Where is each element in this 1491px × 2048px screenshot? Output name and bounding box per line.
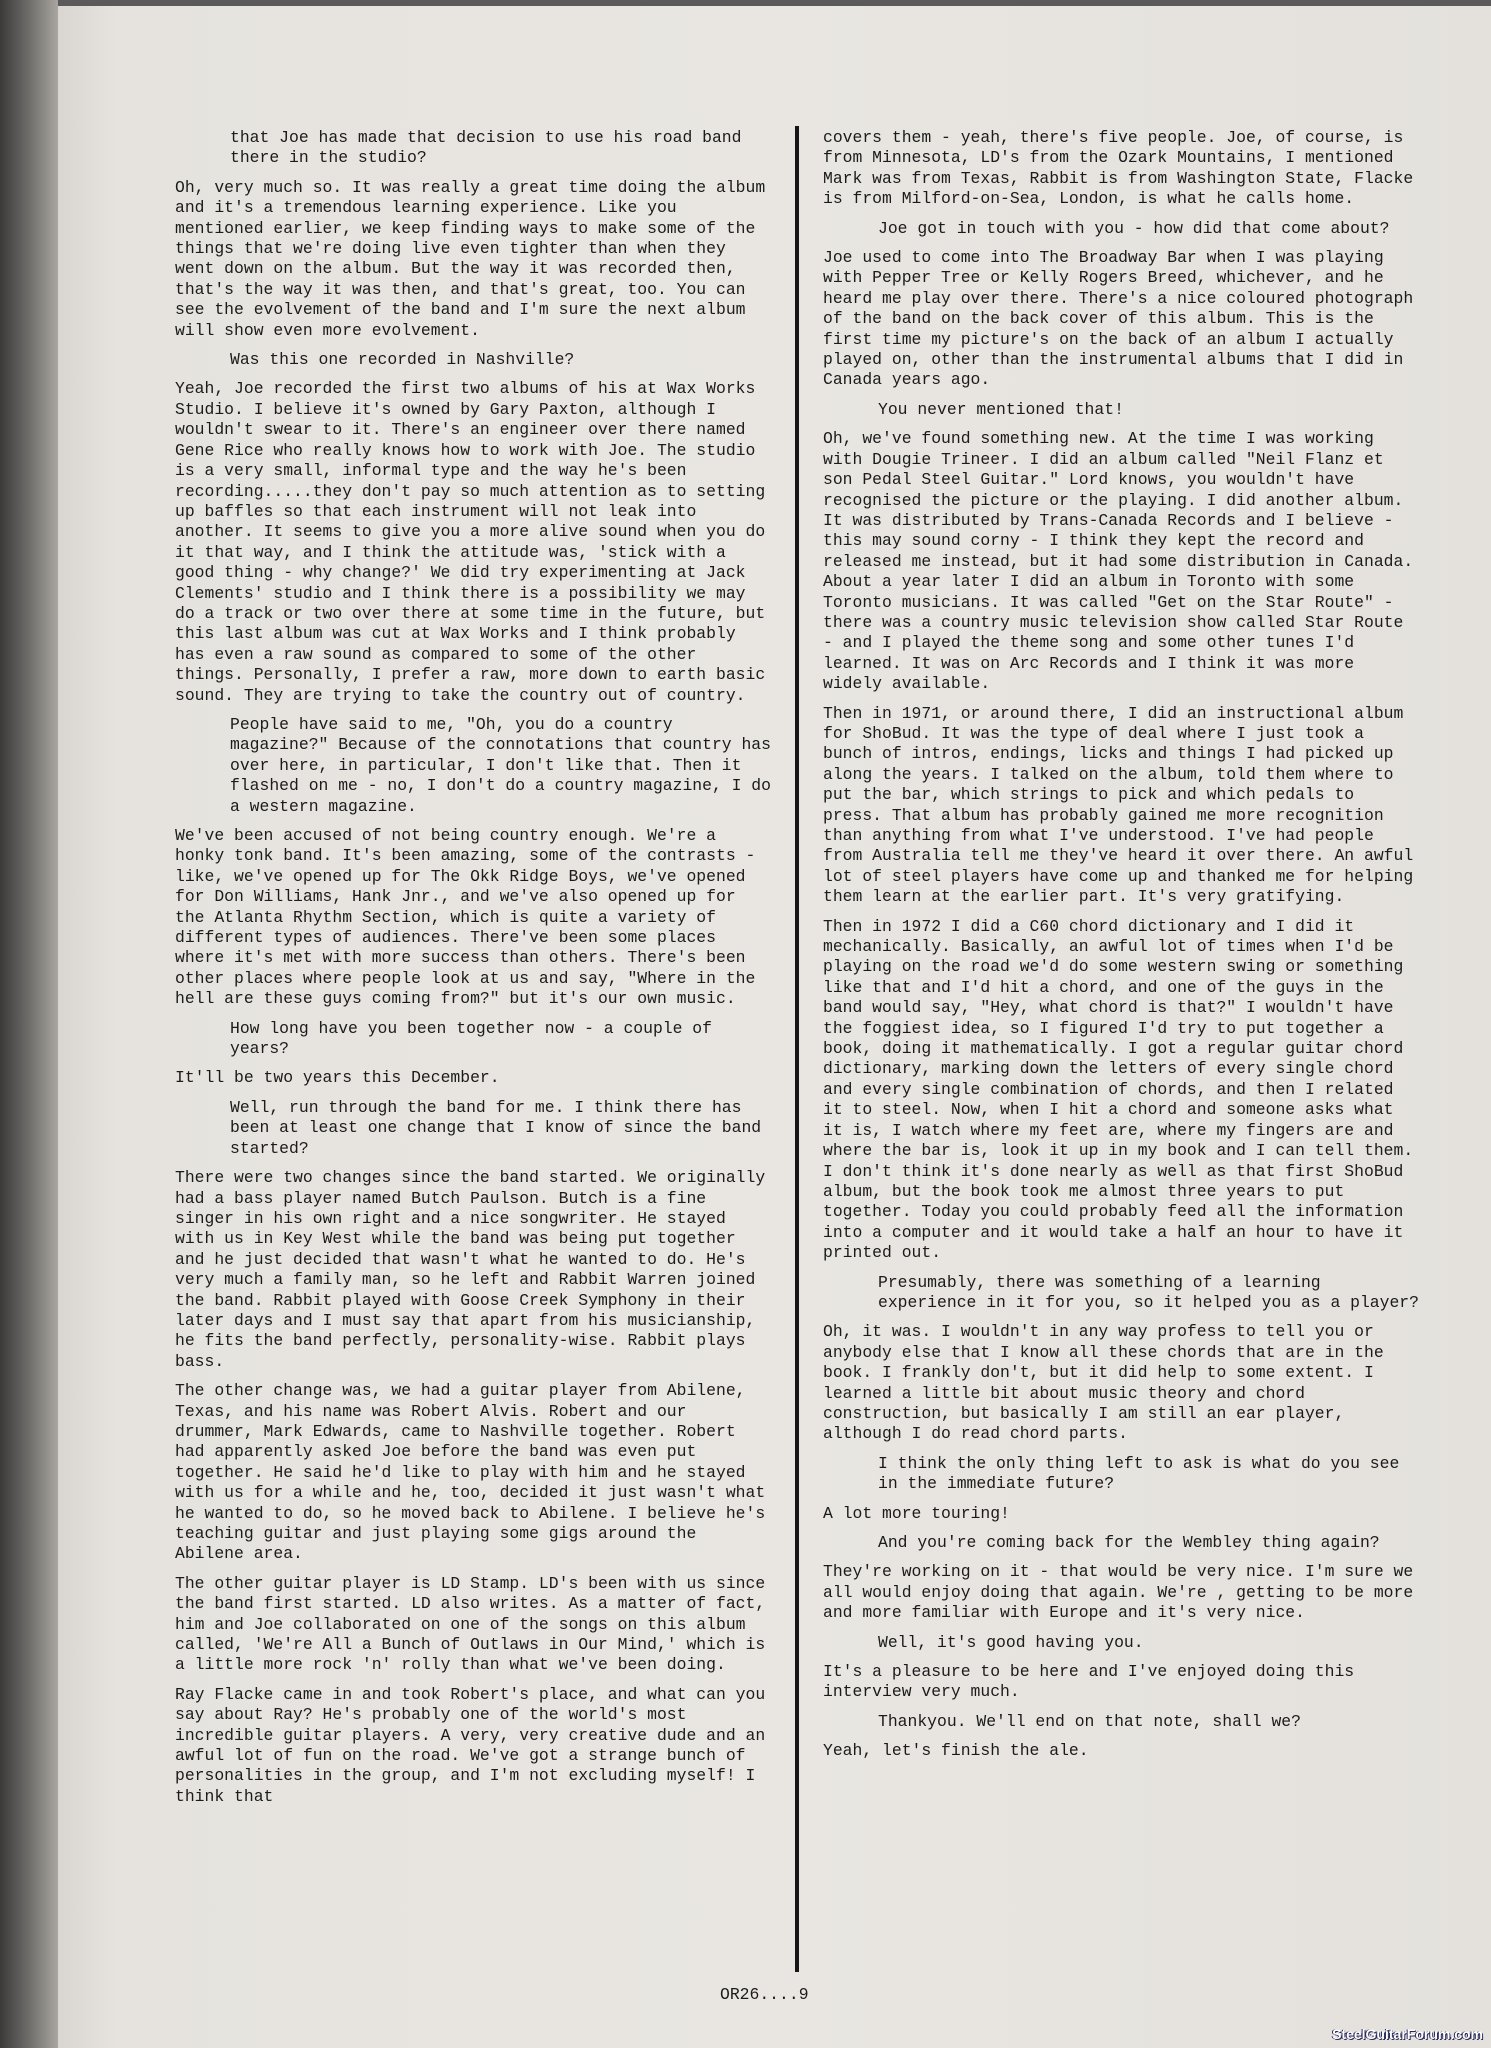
interview-answer: There were two changes since the band started. We originally had a bass player named Butch Paulson. Butch is a fine singer in his own right and a nice songwriter. He stayed with us in Key West while the band was being put together and he just decided that wasn't what he wanted to do. He's very much a family man, so he left and Rabbit Warren joined the band. Rabbit played with Goose Creek Symphony in their later days and I must say that apart from his musicianship, he fits the band perfectly, personality-wise. Rabbit plays bass. <box>175 1168 766 1371</box>
interview-answer: It's a pleasure to be here and I've enjoyed doing this interview very much. <box>823 1662 1355 1702</box>
interview-answer: The other guitar player is LD Stamp. LD's been with us since the band first started. LD also writes. As a matter of fact, him and Joe collaborated on one of the songs on this album called, 'We're All a Bunch of Outlaws in Our Mind,' which is a little more rock 'n' rolly than what we've been doing. <box>175 1573 766 1675</box>
interview-answer: Joe used to come into The Broadway Bar when I was playing with Pepper Tree or Kelly Rogers Breed, whichever, and he heard me play over there. There's a nice coloured photograph of the band on the back cover of this album. This is the first time my picture's on the back of an album I actually played on, other than the instrumental albums that I did in Canada years ago. <box>823 248 1414 390</box>
watermark-logo: SteelGuitarForum.com <box>1332 2026 1483 2042</box>
interview-answer: Oh, we've found something new. At the time I was working with Dougie Trineer. I did an album called "Neil Flanz et son Pedal Steel Guitar." Lord knows, you wouldn't have recognised the picture or the playing. I did another album. It was distributed by Trans-Canada Records and I believe - this may sound corny - I think they kept the record and released me instead, but it had some distribution in Canada. About a year later I did an album in Toronto with some Toronto musicians. It was called "Get on the Star Route" - there was a country music television show called Star Route - and I played the theme song and some other tunes I'd learned. It was on Arc Records and I think it was more widely available. <box>823 429 1414 694</box>
interview-answer: The other change was, we had a guitar player from Abilene, Texas, and his name was Robert Alvis. Robert and our drummer, Mark Edwards, came to Nashville together. Robert had apparently asked Joe before the band was even put together. He said he'd like to play with him and he stayed with us for a while and he, too, decided it just wasn't what he wanted to do, so he moved back to Abilene. I believe he's teaching guitar and just playing some gigs around the Abilene area. <box>175 1381 766 1564</box>
interview-question: People have said to me, "Oh, you do a country magazine?" Because of the connotations that country has over here, in particular, I don't like that. Then it flashed on me - no, I don't do a country magazine, I do a western magazine. <box>230 714 771 816</box>
interview-question: Well, run through the band for me. I think there has been at least one change that I know of since the band started? <box>230 1097 762 1158</box>
interview-answer: Oh, very much so. It was really a great time doing the album and it's a tremendous learning experience. Like you mentioned earlier, we keep finding ways to make some of the things that we're doing live even tighter than when they went down on the album. But the way it was recorded then, that's the way it was then, and that's great, too. You can see the evolvement of the band and I'm sure the next album will show even more evolvement. <box>175 177 766 340</box>
interview-question: How long have you been together now - a couple of years? <box>230 1018 712 1059</box>
interview-answer: Oh, it was. I wouldn't in any way profess to tell you or anybody else that I know all these chords that are in the book. I frankly don't, but it did help to some extent. I learned a little bit about music theory and chord construction, but basically I am still an ear player, although I do read chord parts. <box>823 1322 1384 1444</box>
interview-answer: It'll be two years this December. <box>175 1068 500 1088</box>
interview-question: And you're coming back for the Wembley thing again? <box>878 1533 1380 1552</box>
interview-answer: Then in 1972 I did a C60 chord dictionary and I did it mechanically. Basically, an awful lot of times when I'd be playing on the road we'd do some western swing or something like that and I'd hit a chord, and one of the guys in the band would say, "Hey, what chord is that?" I wouldn't have the foggiest idea, so I figured I'd try to put together a book, doing it mathematically. I got a regular guitar chord dictionary, marking down the letters of every single chord and every single combination of chords, and then I related it to steel. Now, when I hit a chord and someone asks what it is, I watch where my feet are, where my fingers are and where the bar is, look it up in my book and I can tell them. I don't think it's done nearly as well as that first ShoBud album, but the book took me almost three years to put together. Today you could probably feed all the information into a computer and it would take a half an hour to have it printed out. <box>823 916 1414 1263</box>
interview-question: Was this one recorded in Nashville? <box>230 350 575 370</box>
interview-answer: Then in 1971, or around there, I did an instructional album for ShoBud. It was the type of deal where I just took a bunch of intros, endings, licks and things I had picked up along the years. I talked on the album, told them where to put the bar, which strings to pick and which pedals to press. That album has probably gained me more recognition than anything from what I've understood. I've had people from Australia tell me they've heard it over there. An awful lot of steel players have come up and thanked me for helping them learn at the earlier part. It's very gratifying. <box>823 703 1414 907</box>
interview-answer: They're working on it - that would be very nice. I'm sure we all would enjoy doing that again. We're , getting to be more and more familiar with Europe and it's very nice. <box>823 1562 1414 1623</box>
column-divider <box>795 126 799 1972</box>
left-column <box>175 128 773 1816</box>
page-binding <box>0 0 58 2048</box>
interview-answer: A lot more touring! <box>823 1503 1010 1523</box>
interview-answer: Ray Flacke came in and took Robert's place, and what can you say about Ray? He's probably one of the world's most incredible guitar players. A very, very creative dude and an awful lot of fun on the road. We've got a strange bunch of personalities in the group, and I'm not excluding myself! I think that <box>175 1684 766 1806</box>
interview-question: Well, it's good having you. <box>878 1632 1144 1652</box>
interview-question: Thankyou. We'll end on that note, shall we? <box>878 1711 1301 1731</box>
interview-question: I think the only thing left to ask is what do you see in the immediate future? <box>878 1453 1400 1494</box>
interview-answer: Yeah, Joe recorded the first two albums of his at Wax Works Studio. I believe it's owned by Gary Paxton, although I wouldn't swear to it. There's an engineer over there named Gene Rice who really knows how to work with Joe. The studio is a very small, informal type and the way he's been recording.....they don't pay so much attention as to setting up baffles so that each instrument will not leak into another. It seems to give you a more alive sound when you do it that way, and I think the attitude was, 'stick with a good thing - why change?' We did try experimenting at Jack Clements' studio and I think there is a possibility we may do a track or two over there at some time in the future, but this last album was cut at Wax Works and I think probably has even a raw sound as compared to some of the other things. Personally, I prefer a raw, more down to earth basic sound. They are trying to take the country out of country. <box>175 379 766 705</box>
interview-question: Joe got in touch with you - how did that come about? <box>878 218 1390 238</box>
page-number: OR26....9 <box>720 1985 809 2004</box>
interview-question: that Joe has made that decision to use his road band there in the studio? <box>230 128 742 168</box>
interview-question: Presumably, there was something of a learning experience in it for you, so it helped you as a player? <box>878 1272 1419 1312</box>
interview-answer: covers them - yeah, there's five people. Joe, of course, is from Minnesota, LD's from the Ozark Mountains, I mentioned Mark was from Texas, Rabbit is from Washington State, Flacke is from Milford-on-Sea, London, is what he calls home. <box>823 128 1414 209</box>
interview-answer: We've been accused of not being country enough. We're a honky tonk band. It's been amazing, some of the contrasts - like, we've opened up for The Okk Ridge Boys, we've opened for Don Williams, Hank Jnr., and we've also opened up for the Atlanta Rhythm Section, which is quite a variety of different types of audiences. There've been some places where it's met with more success than others. There's been other places where people look at us and say, "Where in the hell are these guys coming from?" but it's our own music. <box>175 826 756 1009</box>
interview-answer: Yeah, let's finish the ale. <box>823 1741 1089 1761</box>
interview-question: You never mentioned that! <box>878 399 1124 419</box>
right-column <box>823 128 1421 1771</box>
